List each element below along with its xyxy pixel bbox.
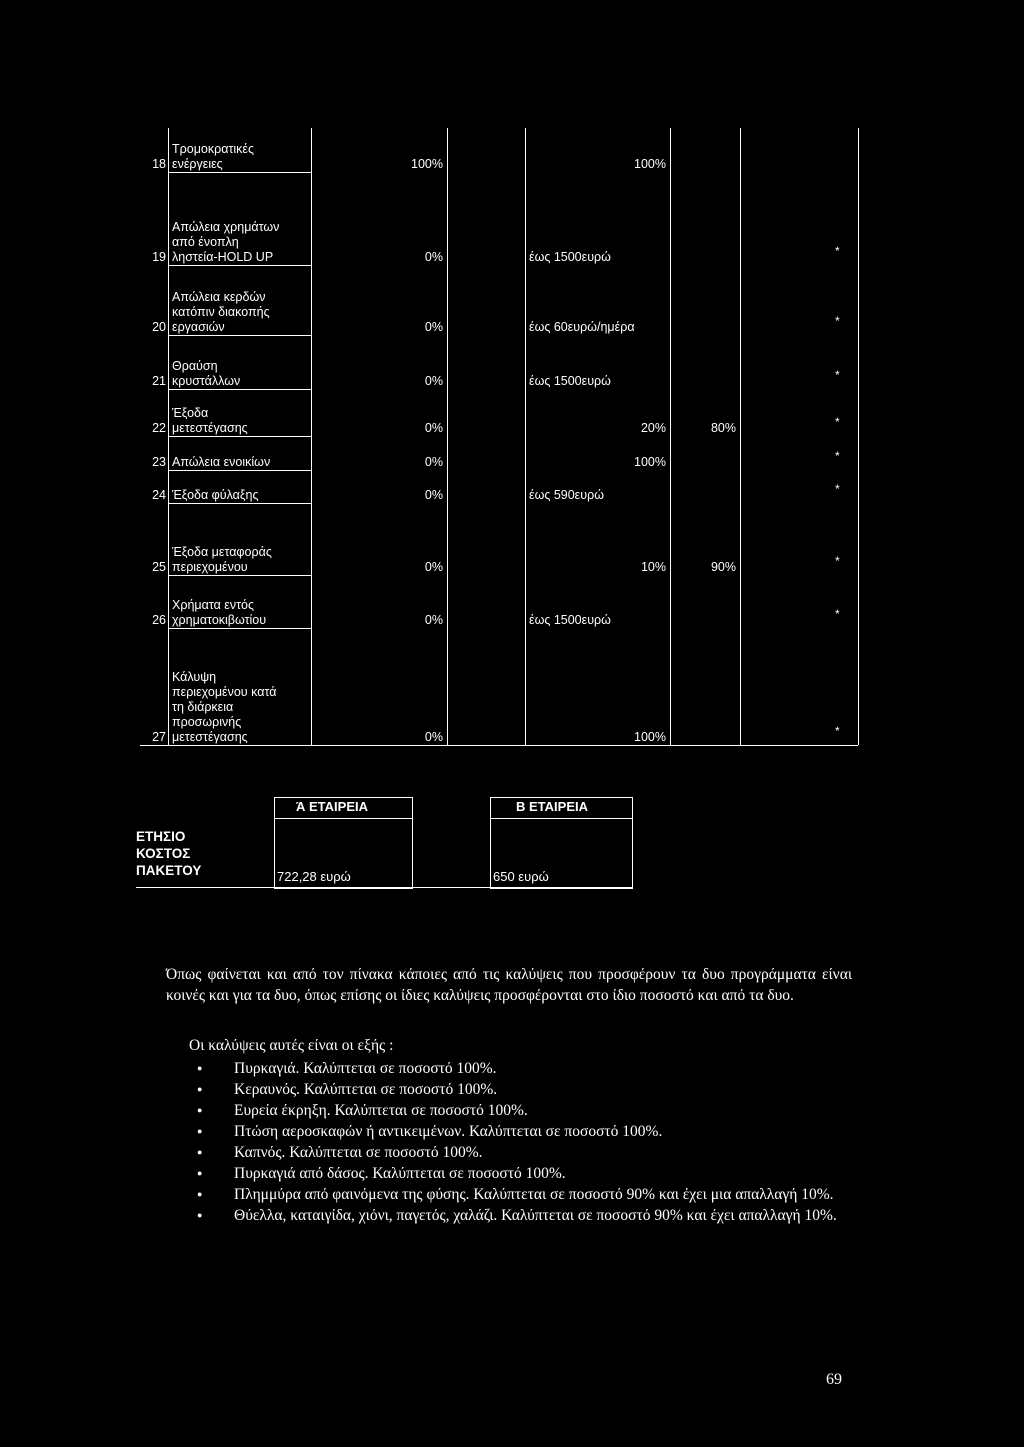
- col-a-value: 0%: [424, 455, 443, 469]
- col-a-value: 0%: [424, 488, 443, 502]
- list-item: ● Ευρεία έκρηξη. Καλύπτεται σε ποσοστό 100%.: [197, 1100, 852, 1121]
- col-a-value: 0%: [424, 250, 443, 264]
- row-asterisk: *: [835, 724, 840, 738]
- col-a-value: 0%: [424, 320, 443, 334]
- row-asterisk: *: [835, 607, 840, 621]
- table-row-line: [168, 335, 311, 336]
- col-c-value: 100%: [634, 730, 666, 744]
- company-a-cost: 722,28 ευρώ: [277, 869, 351, 884]
- col-a-value: 0%: [424, 421, 443, 435]
- table-row-line: [168, 628, 311, 629]
- row-number: 22: [152, 421, 166, 435]
- col-a-value: 0%: [424, 613, 443, 627]
- row-asterisk: *: [835, 244, 840, 258]
- summary-paragraph: Όπως φαίνεται και από τον πίνακα κάποιες από τις καλύψεις που προσφέρουν τα δυο προγράμματα είναι κοινές και για τα δυο, όπως επίσης οι ίδιες καλύψεις προσφέρονται στο ίδιο ποσοστό και από τα δυο.: [166, 966, 852, 1004]
- row-label: Έξοδα φύλαξης: [172, 488, 259, 502]
- list-item: ● Πυρκαγιά από δάσος. Καλύπτεται σε ποσοστό 100%.: [197, 1163, 852, 1184]
- row-label: εργασιών: [172, 320, 225, 334]
- table-row-line: [168, 575, 311, 576]
- row-number: 25: [152, 560, 166, 574]
- row-number: 23: [152, 455, 166, 469]
- row-number: 20: [152, 320, 166, 334]
- row-asterisk: *: [835, 314, 840, 328]
- row-asterisk: *: [835, 368, 840, 382]
- table-column-line: [740, 128, 741, 745]
- col-c-value: 10%: [640, 560, 666, 574]
- table-column-line: [447, 128, 448, 745]
- table-row-line: [168, 172, 311, 173]
- company-a-header: Ά ΕΤΑΙΡΕΙΑ: [296, 799, 368, 814]
- row-asterisk: *: [835, 449, 840, 463]
- list-item: ● Κεραυνός. Καλύπτεται σε ποσοστό 100%.: [197, 1079, 852, 1100]
- row-number: 26: [152, 613, 166, 627]
- col-b-value: έως 1500ευρώ: [529, 374, 611, 388]
- list-item: ● Πλημμύρα από φαινόμενα της φύσης. Καλύπτεται σε ποσοστό 90% και έχει μια απαλλαγή 10%.: [197, 1184, 852, 1205]
- row-label: μετεστέγασης: [172, 730, 248, 744]
- row-label: Απώλεια ενοικίων: [172, 455, 271, 469]
- col-b-value: 100%: [634, 157, 666, 171]
- row-label: Τρομοκρατικές: [172, 142, 255, 156]
- row-label: Θραύση: [172, 359, 218, 373]
- row-number: 24: [152, 488, 166, 502]
- table-row-line: [168, 389, 311, 390]
- row-number: 19: [152, 250, 166, 264]
- list-item: ● Πτώση αεροσκαφών ή αντικειμένων. Καλύπτεται σε ποσοστό 100%.: [197, 1121, 852, 1142]
- table-bottom-line: [140, 745, 858, 746]
- row-label: κατόπιν διακοπής: [172, 305, 270, 319]
- col-b-value: έως 1500ευρώ: [529, 250, 611, 264]
- row-asterisk: *: [835, 482, 840, 496]
- list-item: ● Καπνός. Καλύπτεται σε ποσοστό 100%.: [197, 1142, 852, 1163]
- row-label: μετεστέγασης: [172, 421, 248, 435]
- col-d-value: 80%: [710, 421, 736, 435]
- col-c-value: 20%: [640, 421, 666, 435]
- table-column-line: [858, 128, 859, 745]
- list-item: ● Θύελλα, καταιγίδα, χιόνι, παγετός, χαλάζι. Καλύπτεται σε ποσοστό 90% και έχει απαλλαγή 10%.: [197, 1205, 852, 1226]
- col-a-value: 0%: [424, 374, 443, 388]
- annual-cost-label: ΕΤΗΣΙΟ ΚΟΣΤΟΣ ΠΑΚΕΤΟΥ: [136, 829, 202, 878]
- row-label: Κάλυψη: [172, 670, 217, 684]
- col-a-value: 0%: [424, 560, 443, 574]
- row-label: Χρήματα εντός: [172, 598, 255, 612]
- row-label: Απώλεια κερδών: [172, 290, 266, 304]
- row-asterisk: *: [835, 554, 840, 568]
- row-label: Έξοδα: [172, 406, 209, 420]
- row-label: προσωρινής: [172, 715, 242, 729]
- row-number: 18: [152, 157, 166, 171]
- table-column-line: [525, 128, 526, 745]
- row-asterisk: *: [835, 415, 840, 429]
- col-a-value: 100%: [411, 157, 443, 171]
- row-label: από ένοπλη: [172, 235, 239, 249]
- row-label: Απώλεια χρημάτων: [172, 220, 280, 234]
- row-label: τη διάρκεια: [172, 700, 234, 714]
- table-row-line: [168, 470, 311, 471]
- page-number: 69: [826, 1371, 842, 1388]
- col-d-value: 90%: [710, 560, 736, 574]
- table-column-line: [311, 128, 312, 745]
- table-row-line: [168, 265, 311, 266]
- company-b-cost: 650 ευρώ: [493, 869, 549, 884]
- intro-line: Οι καλύψεις αυτές είναι οι εξής :: [189, 1037, 394, 1054]
- col-a-value: 0%: [424, 730, 443, 744]
- col-b-value: έως 1500ευρώ: [529, 613, 611, 627]
- col-b-value: έως 590ευρώ: [529, 488, 604, 502]
- row-label: Έξοδα μεταφοράς: [172, 545, 272, 559]
- row-label: περιεχομένου κατά: [172, 685, 277, 699]
- company-b-header: Β ΕΤΑΙΡΕΙΑ: [516, 799, 588, 814]
- row-label: περιεχομένου: [172, 560, 248, 574]
- row-number: 27: [152, 730, 166, 744]
- row-label: ενέργειες: [172, 157, 223, 171]
- table-row-line: [168, 503, 311, 504]
- list-item: ● Πυρκαγιά. Καλύπτεται σε ποσοστό 100%.: [197, 1058, 852, 1079]
- row-label: ληστεία-HOLD UP: [172, 250, 274, 264]
- coverage-list: [197, 1058, 852, 1226]
- table-column-line: [670, 128, 671, 745]
- col-c-value: 100%: [634, 455, 666, 469]
- row-label: χρηματοκιβωτίου: [172, 613, 267, 627]
- col-b-value: έως 60ευρώ/ημέρα: [529, 320, 635, 334]
- row-label: κρυστάλλων: [172, 374, 241, 388]
- row-number: 21: [152, 374, 166, 388]
- table-row-line: [168, 436, 311, 437]
